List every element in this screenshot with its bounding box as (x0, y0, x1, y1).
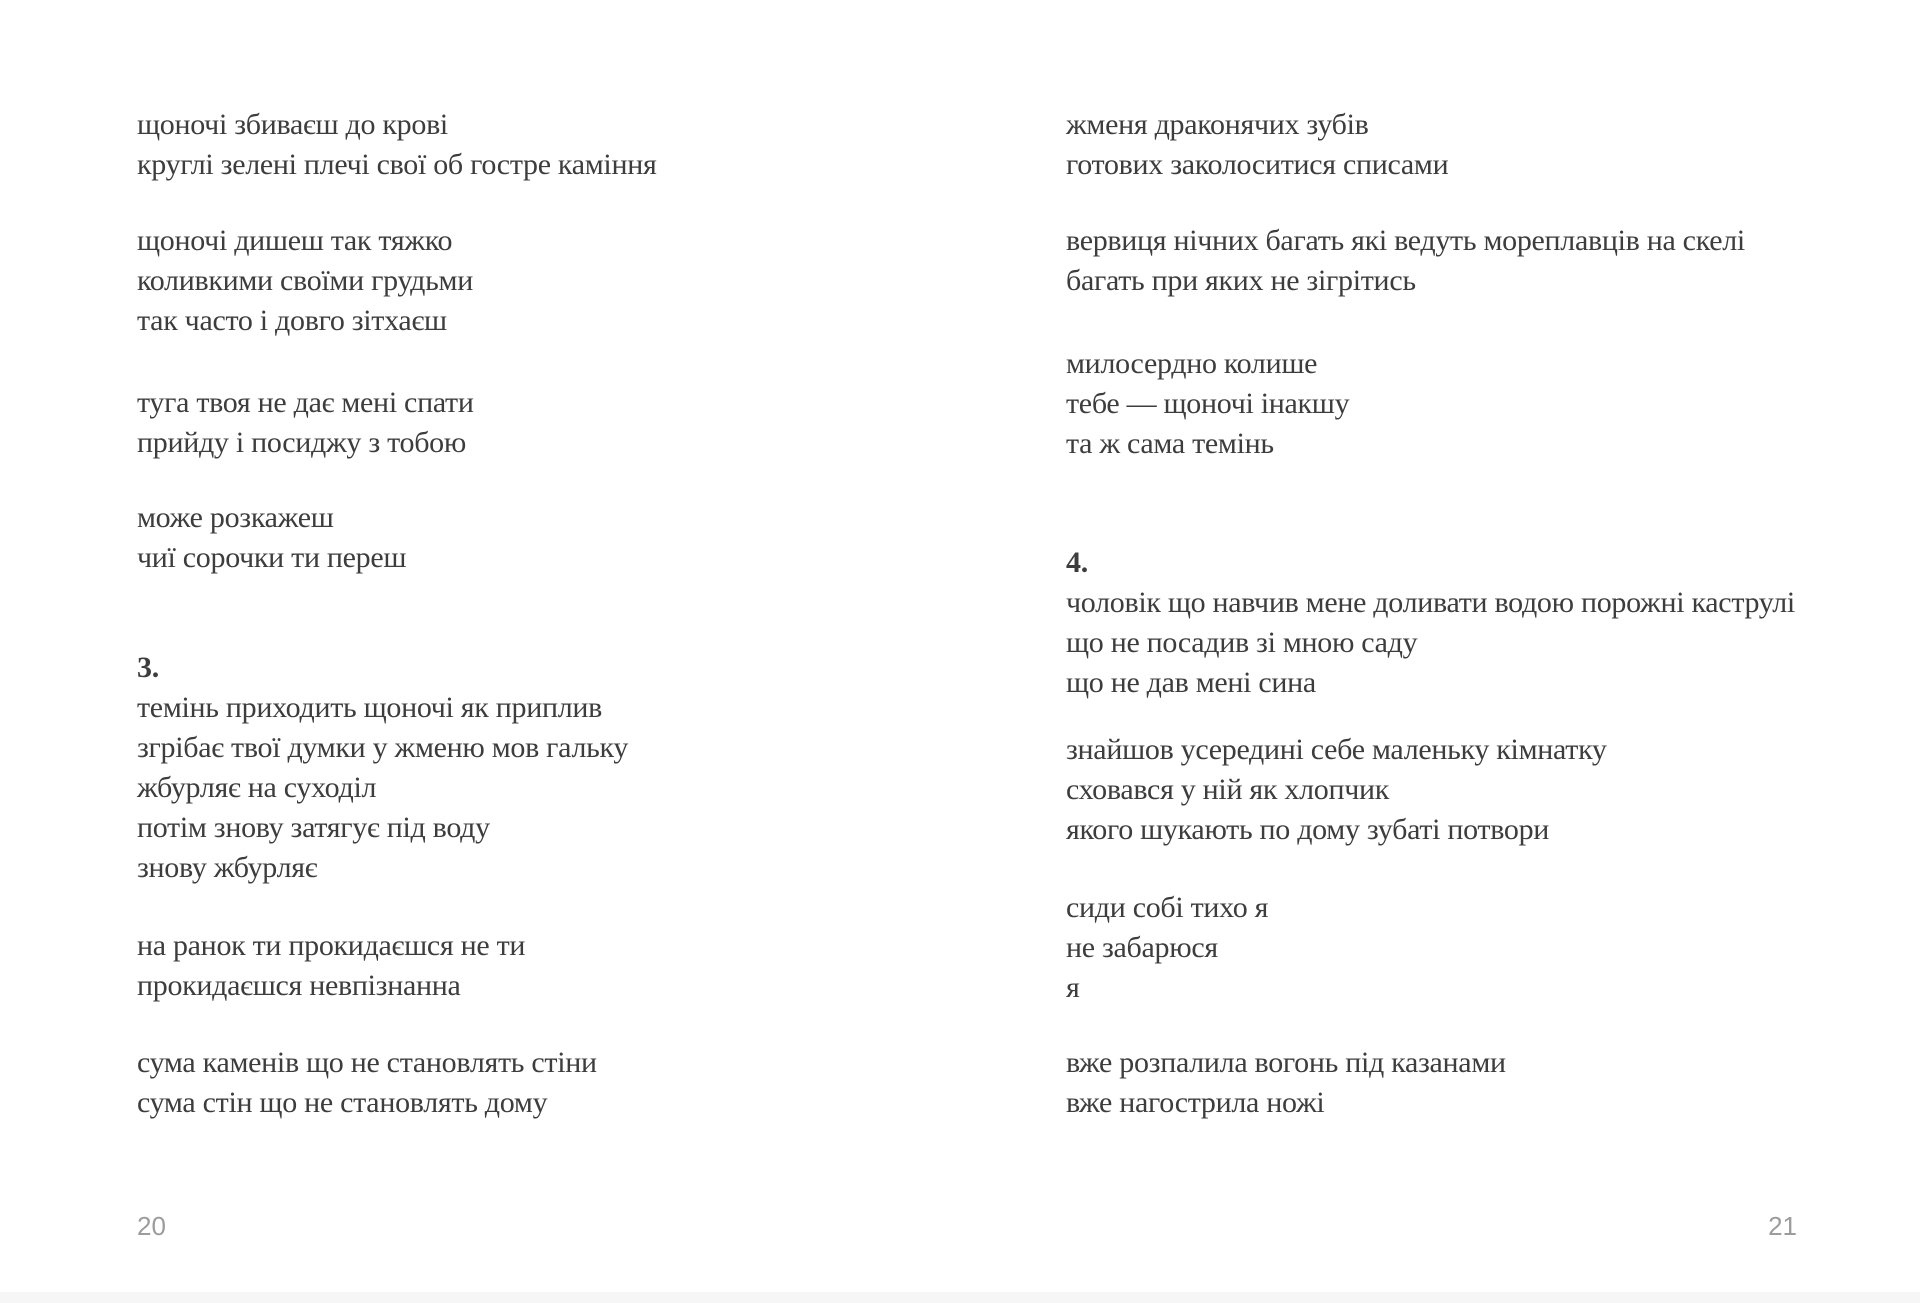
poem-line: сиди собі тихо я (1066, 891, 1269, 924)
poem-line: я (1066, 971, 1080, 1004)
poem-line: круглі зелені плечі свої об гостре каміння (137, 148, 657, 181)
poem-line: вже нагострила ножі (1066, 1086, 1325, 1119)
poem-line: прийду і посиджу з тобою (137, 426, 466, 459)
poem-line: сховався у ній як хлопчик (1066, 773, 1390, 806)
poem-line: сума стін що не становлять дому (137, 1086, 548, 1119)
page-number-left: 20 (137, 1211, 166, 1241)
section-number: 4. (1066, 546, 1088, 579)
left-stanza-7 (137, 1043, 597, 1123)
poem-line: сума каменів що не становлять стіни (137, 1046, 597, 1079)
poem-line: жменя драконячих зубів (1066, 108, 1369, 141)
poem-line: коливкими своїми грудьми (137, 264, 473, 297)
poem-line: щоночі збиваєш до крові (137, 108, 448, 141)
poem-line: чоловік що навчив мене доливати водою порожні каструлі (1066, 586, 1795, 619)
right-stanza-2 (1066, 221, 1745, 301)
poem-line: вже розпалила вогонь під казанами (1066, 1046, 1506, 1079)
right-stanza-4 (1066, 543, 1795, 703)
right-stanza-5 (1066, 730, 1607, 850)
right-stanza-3 (1066, 344, 1349, 464)
right-stanza-1 (1066, 105, 1448, 185)
poem-line: багать при яких не зігрітись (1066, 264, 1416, 297)
poem-line: на ранок ти прокидаєшся не ти (137, 929, 526, 962)
bottom-bar (0, 1292, 1920, 1303)
poem-line: та ж сама темінь (1066, 427, 1274, 460)
section-number: 3. (137, 651, 159, 684)
poem-line: знову жбурляє (137, 851, 318, 884)
left-stanza-3 (137, 383, 474, 463)
poem-line: чиї сорочки ти переш (137, 541, 407, 574)
poem-line: прокидаєшся невпізнанна (137, 969, 461, 1002)
poem-line: милосердно колише (1066, 347, 1318, 380)
poem-line: згрібає твої думки у жменю мов гальку (137, 731, 629, 764)
left-stanza-2 (137, 221, 473, 341)
poem-line: не забарюся (1066, 931, 1218, 964)
poem-line: вервиця нічних багать які ведуть мореплавців на скелі (1066, 224, 1745, 257)
left-stanza-1 (137, 105, 656, 185)
poem-line: потім знову затягує під воду (137, 811, 490, 844)
left-stanza-5 (137, 648, 628, 888)
poem-line: темінь приходить щоночі як приплив (137, 691, 603, 724)
poem-line: що не посадив зі мною саду (1066, 626, 1418, 659)
poem-line: знайшов усередині себе маленьку кімнатку (1066, 733, 1607, 766)
poem-line: що не дав мені сина (1066, 666, 1316, 699)
left-stanza-6 (137, 926, 525, 1006)
poem-line: готових заколоситися списами (1066, 148, 1449, 181)
poem-line: туга твоя не дає мені спати (137, 386, 474, 419)
poem-line: так часто і довго зітхаєш (137, 304, 447, 337)
right-stanza-6 (1066, 888, 1268, 1008)
page-number-right: 21 (1768, 1211, 1797, 1241)
right-stanza-7 (1066, 1043, 1506, 1123)
poem-line: якого шукають по дому зубаті потвори (1066, 813, 1550, 846)
poem-line: може розкажеш (137, 501, 334, 534)
left-stanza-4 (137, 498, 406, 578)
poem-line: тебе — щоночі інакшу (1066, 387, 1350, 420)
poem-line: жбурляє на суходіл (137, 771, 377, 804)
poem-line: щоночі дишеш так тяжко (137, 224, 453, 257)
